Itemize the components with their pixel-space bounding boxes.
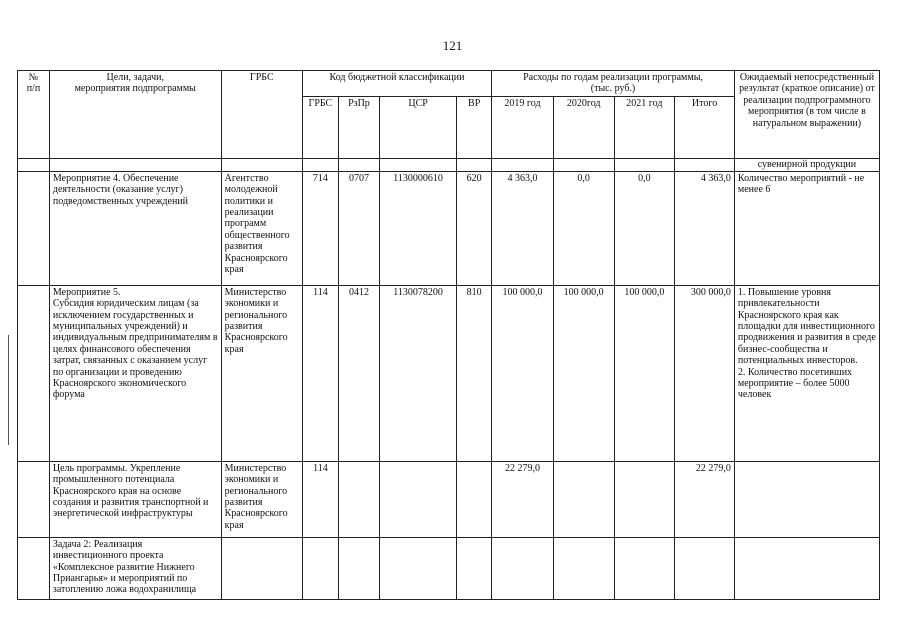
header-sub-csr: ЦСР bbox=[380, 96, 457, 158]
amount-total bbox=[675, 537, 735, 599]
expected-result: 1. Повышение уровня привлекательности Красноярского края как площадки для инвестиционного продвижения и развития в среде бизнес-сообщества и потенциальных инвесторов. 2. Количество посетивших мероприятие – более 5000 человек bbox=[734, 285, 879, 461]
csr-code bbox=[380, 461, 457, 537]
header-sub-total: Итого bbox=[675, 96, 735, 158]
header-result: Ожидаемый непосредственный результат (краткое описание) от реализации подпрограммного мероприятия (в том числе в натуральном выражении) bbox=[734, 71, 879, 159]
grbs-name: Агентство молодежной политики и реализации программ общественного развития Красноярского края bbox=[221, 171, 302, 285]
header-sub-grbs: ГРБС bbox=[302, 96, 338, 158]
header-budget-code: Код бюджетной классификации bbox=[302, 71, 491, 97]
csr-code: 1130078200 bbox=[380, 285, 457, 461]
measure-name: Цель программы. Укрепление промышленного потенциала Красноярского края на основе создания и развития транспортной и энергетической инфраструктуры bbox=[49, 461, 221, 537]
amount-2019: 100 000,0 bbox=[492, 285, 554, 461]
vr-code: 810 bbox=[457, 285, 492, 461]
header-sub-2021: 2021 год bbox=[614, 96, 675, 158]
measure-name: Мероприятие 4. Обеспечение деятельности (оказание услуг) подведомственных учреждений bbox=[49, 171, 221, 285]
amount-2021 bbox=[614, 537, 675, 599]
expected-result bbox=[734, 537, 879, 599]
grbs-code: 714 bbox=[302, 171, 338, 285]
header-goals: Цели, задачи, мероприятия подпрограммы bbox=[49, 71, 221, 159]
header-expenses: Расходы по годам реализации программы, (тыс. руб.) bbox=[492, 71, 735, 97]
carryover-row bbox=[18, 158, 880, 171]
amount-2020: 0,0 bbox=[553, 171, 614, 285]
amount-2021: 100 000,0 bbox=[614, 285, 675, 461]
measure-name: Мероприятие 5. Субсидия юридическим лицам (за исключением государственных и муниципальных учреждений) и индивидуальным предпринимателям в целях финансового обеспечения затрат, связанных с оказанием услуг по организации и проведению Красноярского экономического форума bbox=[49, 285, 221, 461]
amount-2019: 4 363,0 bbox=[492, 171, 554, 285]
amount-2020 bbox=[553, 537, 614, 599]
grbs-code: 114 bbox=[302, 461, 338, 537]
header-sub-vr: ВР bbox=[457, 96, 492, 158]
margin-mark bbox=[8, 335, 9, 445]
expected-result bbox=[734, 461, 879, 537]
table-row bbox=[18, 537, 880, 599]
header-row-1 bbox=[18, 71, 880, 97]
vr-code bbox=[457, 537, 492, 599]
header-grbs: ГРБС bbox=[221, 71, 302, 159]
csr-code bbox=[380, 537, 457, 599]
rzpr-code bbox=[338, 461, 379, 537]
amount-total: 22 279,0 bbox=[675, 461, 735, 537]
header-sub-2019: 2019 год bbox=[492, 96, 554, 158]
amount-total: 300 000,0 bbox=[675, 285, 735, 461]
table-row bbox=[18, 171, 880, 285]
program-table bbox=[17, 70, 880, 600]
grbs-name bbox=[221, 537, 302, 599]
page-number: 121 bbox=[442, 38, 463, 53]
grbs-name: Министерство экономики и регионального развития Красноярского края bbox=[221, 461, 302, 537]
task-name: Задача 2: Реализация инвестиционного проекта «Комплексное развитие Нижнего Приангарья» и мероприятий по затоплению ложа водохранилища bbox=[49, 537, 221, 599]
amount-2019 bbox=[492, 537, 554, 599]
amount-total: 4 363,0 bbox=[675, 171, 735, 285]
amount-2019: 22 279,0 bbox=[492, 461, 554, 537]
amount-2020: 100 000,0 bbox=[553, 285, 614, 461]
grbs-code bbox=[302, 537, 338, 599]
rzpr-code bbox=[338, 537, 379, 599]
amount-2020 bbox=[553, 461, 614, 537]
vr-code bbox=[457, 461, 492, 537]
csr-code: 1130000610 bbox=[380, 171, 457, 285]
header-sub-2020: 2020год bbox=[553, 96, 614, 158]
grbs-name: Министерство экономики и регионального развития Красноярского края bbox=[221, 285, 302, 461]
amount-2021: 0,0 bbox=[614, 171, 675, 285]
amount-2021 bbox=[614, 461, 675, 537]
rzpr-code: 0412 bbox=[338, 285, 379, 461]
grbs-code: 114 bbox=[302, 285, 338, 461]
vr-code: 620 bbox=[457, 171, 492, 285]
table-row bbox=[18, 285, 880, 461]
carryover-result: сувенирной продукции bbox=[734, 158, 879, 171]
header-sub-rzpr: РзПр bbox=[338, 96, 379, 158]
table-row bbox=[18, 461, 880, 537]
header-num: № п/п bbox=[18, 71, 50, 159]
expected-result: Количество мероприятий - не менее 6 bbox=[734, 171, 879, 285]
rzpr-code: 0707 bbox=[338, 171, 379, 285]
